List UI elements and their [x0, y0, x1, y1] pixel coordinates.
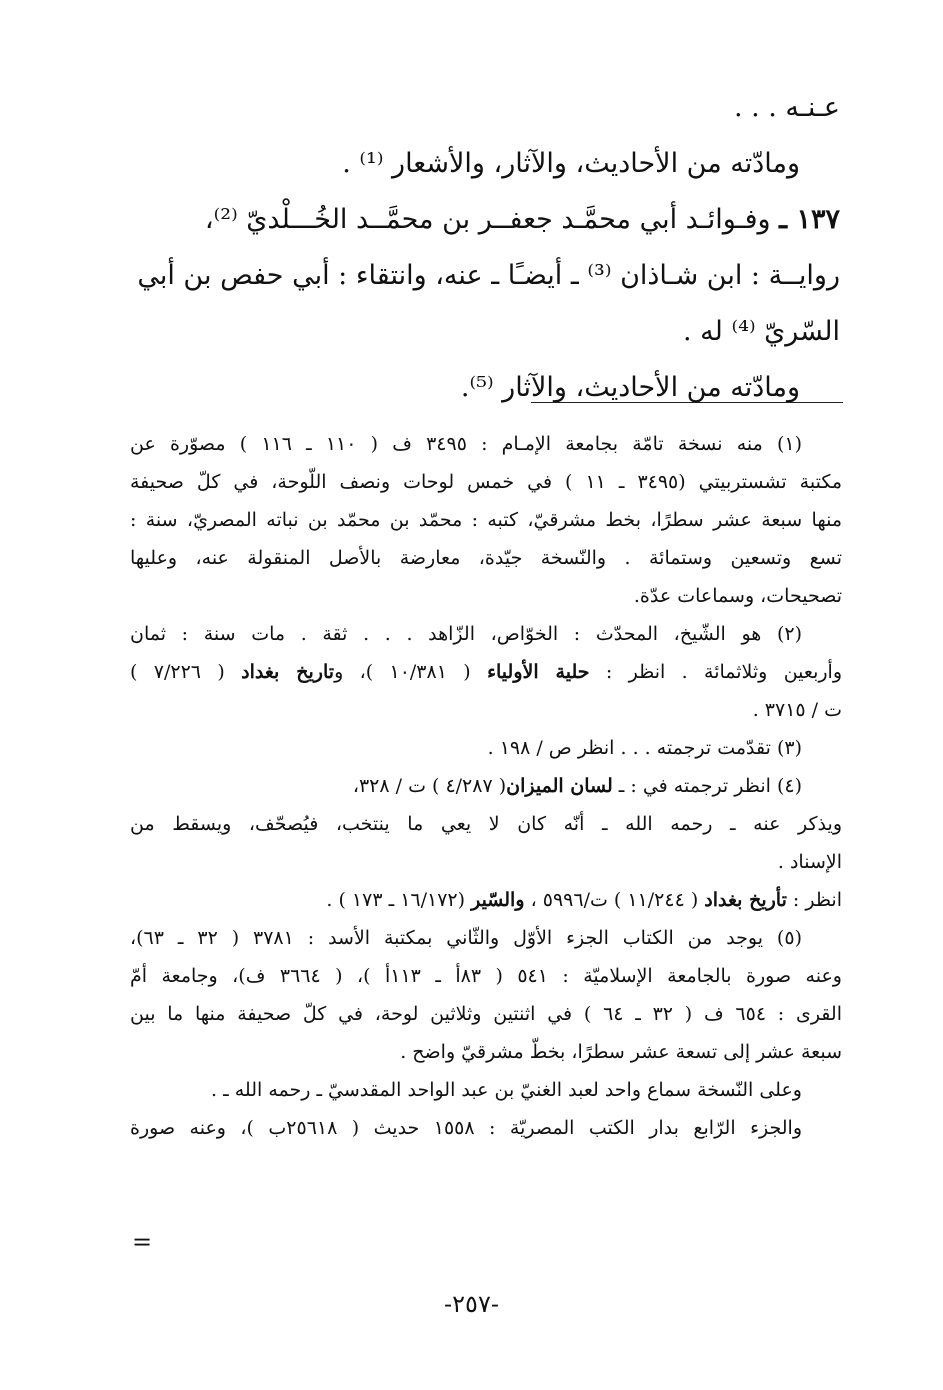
footnote-5-line-6: والجزء الرّابع بدار الكتب المصريّة : ١٥٥٨ حديث ( ٢٥٦١٨ب )، وعنه صورة	[130, 1117, 803, 1139]
footnote-1-line-3: منها سبعة عشر سطرًا، بخط مشرقيّ، كتبه : محمّد بن محمّد بن نباته المصريّ، سنة :	[130, 509, 842, 531]
entry-number: ١٣٧ ـ	[779, 204, 840, 235]
fn4-text-siyar-ref: (١٦/١٧٢ ـ ١٧٣ ) .	[326, 889, 466, 911]
footnote-1-line-4: تسع وتسعين وستمائة . والنّسخة جيّدة، معارضة بالأصل المنقولة عنه، وعليها	[130, 547, 842, 569]
footnote-2-line-3: ت / ٣٧١٥ .	[752, 699, 842, 721]
entry-137	[130, 192, 840, 248]
fn4-text-a: (٤) انظر ترجمته في : ـ	[618, 775, 802, 797]
footnote-4-line-1	[130, 767, 842, 805]
text-line-4: روايــة : ابن شـاذان ⁽³⁾ ـ أيضـًا ـ عنه، وانتقاء : أبي حفص بن أبي	[137, 260, 840, 291]
footnotes	[130, 425, 842, 1147]
footnote-divider	[531, 402, 843, 403]
footnote-5-line-3: القرى : ٦٥٤ ف ( ٣٢ ـ ٦٤ ) في اثنتين وثلاثين لوحة، في كلّ صحيفة منها ما بين	[130, 1003, 842, 1025]
page-number: -٢٥٧-	[444, 1290, 499, 1318]
main-text	[130, 80, 840, 416]
footnote-5-line-2: وعنه صورة بالجامعة الإسلاميّة : ٥٤١ ( ٨٣أ ـ ١١٣أ )، ( ٣٦٦٤ ف)، وجامعة أمّ	[130, 965, 842, 987]
fn2-text-a: وأربعين وثلاثمائة . انظر :	[605, 661, 842, 683]
fn4-book-lisan: لسان الميزان	[506, 775, 613, 797]
fn2-text-c: ( ١٠/٣٨١ )، و	[334, 661, 471, 683]
footnote-4-line-2: ويذكر عنه ـ رحمه الله ـ أنّه كان لا يعي ما ينتخب، فيُصحّف، ويسقط من	[130, 813, 842, 835]
footnote-1-line-2: مكتبة تشستربيتي (٣٤٩٥ ـ ١١ ) في خمس لوحات ونصف اللّوحة، في كلّ صحيفة	[130, 471, 842, 493]
footnote-4-line-4	[130, 881, 842, 919]
footnote-1-line-5: تصحيحات، وسماعات عدّة.	[633, 585, 842, 607]
fn4-book-siyar: والسّير	[471, 889, 525, 911]
footnote-2-line-2	[130, 653, 842, 691]
fn2-book-baghdad: تاريخ بغداد	[241, 661, 335, 683]
text-line-6: ومادّته من الأحاديث، والآثار ⁽⁵⁾.	[460, 372, 800, 403]
footnote-5-line-5: وعلى النّسخة سماع واحد لعبد الغنيّ بن عبد الواحد المقدسيّ ـ رحمه الله ـ .	[211, 1079, 802, 1101]
footnote-5-line-4: سبعة عشر إلى تسعة عشر سطرًا، بخطّ مشرقيّ واضح .	[400, 1041, 842, 1063]
fn4-book-baghdad: تأريخ بغداد	[704, 889, 787, 911]
continuation-mark: =	[132, 1228, 153, 1256]
entry-title: وفـوائـد أبي محمَّـد جعفــر بن محمَّــد الخُـــلْديّ ⁽²⁾،	[204, 204, 771, 235]
footnote-1-line-1: (١) منه نسخة تامّة بجامعة الإمـام : ٣٤٩٥ ف ( ١١٠ ـ ١١٦ ) مصوّرة عن	[130, 433, 803, 455]
text-line-2: ومادّته من الأحاديث، والآثار، والأشعار ⁽¹⁾ .	[342, 148, 800, 179]
fn4-text-ref: ( ١١/٢٤٤ ) ت/٥٩٩٦ ،	[530, 889, 699, 911]
fn2-text-e: ( ٧/٢٢٦ )	[130, 661, 225, 683]
text-line-5: السّريّ ⁽⁴⁾ له .	[683, 316, 840, 347]
footnote-2-line-1: (٢) هو الشّيخ، المحدّث : الخوّاص، الزّاهد . . . ثقة . مات سنة : ثمان	[130, 623, 802, 645]
footnote-5-line-1: (٥) يوجد من الكتاب الجزء الأوّل والثّاني بمكتبة الأسد : ٣٧٨١ ( ٣٢ ـ ٦٣)،	[130, 927, 802, 949]
footnote-3: (٣) تقدّمت ترجمته . . . انظر ص / ١٩٨ .	[487, 737, 802, 759]
fn4-text-c: ( ٤/٢٨٧ ) ت / ٣٢٨،	[352, 775, 507, 797]
fn4-text-see: انظر :	[792, 889, 842, 911]
fn2-book-hilya: حلية الأولياء	[487, 661, 590, 683]
text-line-1: عـنـه . . .	[733, 92, 840, 123]
footnote-4-line-3: الإسناد .	[777, 851, 842, 873]
